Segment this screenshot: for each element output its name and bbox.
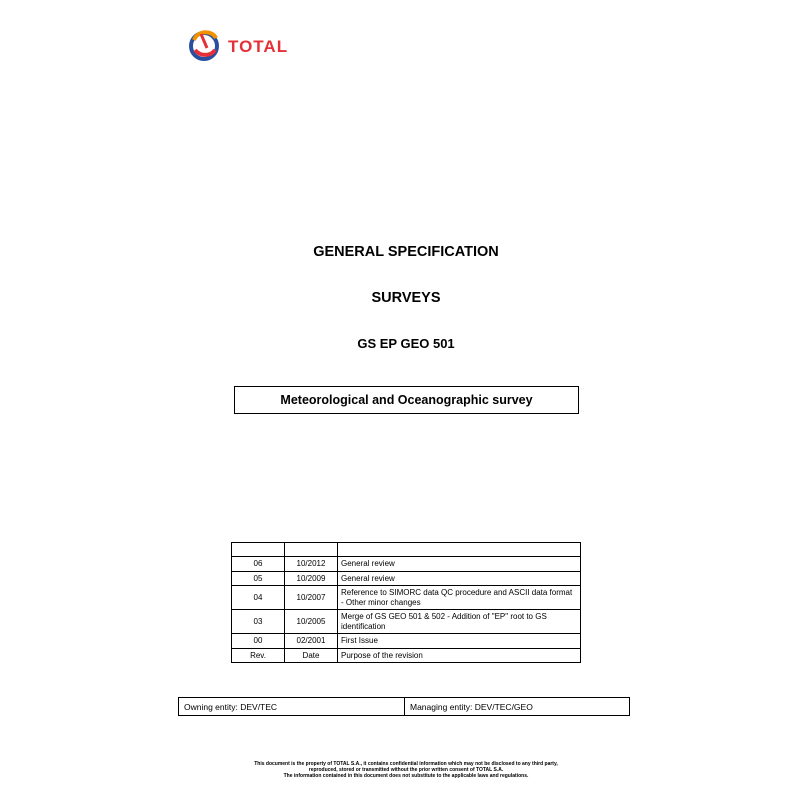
document-code: GS EP GEO 501 [357,336,455,351]
document-subject: Meteorological and Oceanographic survey [280,393,533,407]
rev-cell: 06 [232,557,285,572]
rev-cell: 05 [232,571,285,586]
owning-entity: Owning entity: DEV/TEC [179,698,405,715]
date-cell [285,543,338,557]
rev-cell: 03 [232,610,285,634]
rev-cell: 04 [232,586,285,610]
managing-entity: Managing entity: DEV/TEC/GEO [410,701,533,712]
purpose-cell: Merge of GS GEO 501 & 502 - Addition of "EP" root to GS identification [338,610,581,634]
purpose-cell [338,543,581,557]
footer-line: This document is the property of TOTAL S.A., it contains confidential information which may not be disclosed to any third party, [254,761,558,767]
purpose-cell: Reference to SIMORC data QC procedure and ASCII data format - Other minor changes [338,586,581,610]
table-row [232,610,581,634]
date-cell: 02/2001 [285,634,338,649]
rev-cell: 00 [232,634,285,649]
company-logo [186,26,306,66]
table-header-row [232,648,581,663]
footer-line: reproduced, stored or transmitted without the prior written consent of TOTAL S.A. [308,767,504,773]
confidentiality-footer [0,761,800,779]
document-type-title: GENERAL SPECIFICATION [313,244,499,260]
table-row [232,557,581,572]
date-cell: 10/2005 [285,610,338,634]
rev-cell [232,543,285,557]
revision-table [231,542,581,663]
date-cell: 10/2009 [285,571,338,586]
header-rev: Rev. [232,648,285,663]
date-cell: 10/2012 [285,557,338,572]
purpose-cell: First Issue [338,634,581,649]
footer-line: The information contained in this document does not substitute to the applicable laws and regulations. [283,773,529,779]
logo-text: TOTAL [228,37,289,56]
table-row [232,634,581,649]
table-row [232,543,581,557]
document-subject-box [234,386,579,414]
table-row [232,586,581,610]
date-cell: 10/2007 [285,586,338,610]
header-date: Date [285,648,338,663]
total-flame-logo-icon [186,26,222,62]
purpose-cell: General review [338,557,581,572]
purpose-cell: General review [338,571,581,586]
table-row [232,571,581,586]
header-purpose: Purpose of the revision [338,648,581,663]
document-category-title: SURVEYS [371,290,441,306]
entity-box [178,697,630,716]
